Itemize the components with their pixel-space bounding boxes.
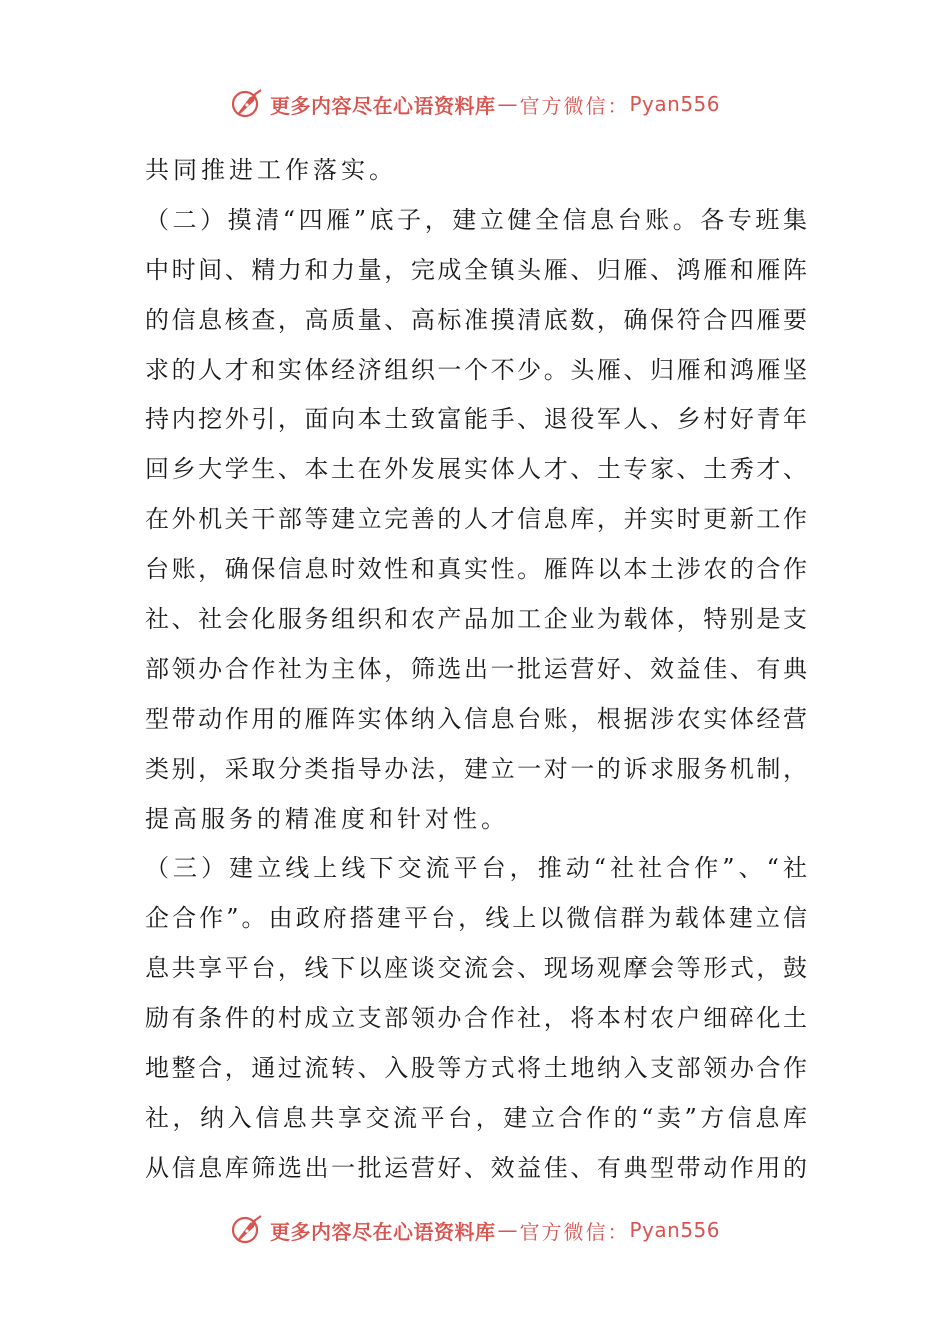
body-line: 息共享平台，线下以座谈交流会、现场观摩会等形式，鼓	[145, 954, 807, 983]
pen-nib-logo-icon	[230, 87, 264, 121]
body-line: 社、社会化服务组织和农产品加工企业为载体，特别是支	[145, 605, 807, 634]
watermark-header	[0, 84, 950, 124]
body-line: 社，纳入信息共享交流平台，建立合作的“卖”方信息库	[145, 1103, 807, 1132]
watermark-dash: —	[497, 92, 518, 116]
watermark-site-text: 更多内容尽在心语资料库	[269, 93, 496, 118]
watermark-dash: —	[497, 1218, 518, 1242]
body-line: 类别，采取分类指导办法，建立一对一的诉求服务机制，	[145, 754, 807, 783]
body-line: 台账，确保信息时效性和真实性。雁阵以本土涉农的合作	[145, 555, 807, 584]
body-line: 持内挖外引，面向本土致富能手、退役军人、乡村好青年	[145, 405, 807, 434]
body-line: 提高服务的精准度和针对性。	[145, 804, 509, 833]
body-line: 从信息库筛选出一批运营好、效益佳、有典型带动作用的	[145, 1153, 807, 1182]
watermark-site-text: 更多内容尽在心语资料库	[269, 1219, 496, 1244]
watermark-wechat-id: Pyan556	[629, 92, 720, 116]
watermark-footer	[0, 1210, 950, 1250]
body-line: 部领办合作社为主体，筛选出一批运营好、效益佳、有典	[145, 654, 807, 683]
body-line: （二）摸清“四雁”底子，建立健全信息台账。各专班集	[145, 205, 807, 234]
body-line: 共同推进工作落实。	[145, 156, 397, 184]
document-body	[145, 146, 807, 1194]
body-line: 地整合，通过流转、入股等方式将土地纳入支部领办合作	[145, 1054, 807, 1083]
watermark-wechat-label: 官方微信：	[519, 1219, 630, 1244]
body-line: 在外机关干部等建立完善的人才信息库，并实时更新工作	[145, 505, 807, 534]
pen-nib-logo-icon	[230, 1213, 264, 1247]
watermark-wechat-label: 官方微信：	[519, 93, 630, 118]
body-line: 求的人才和实体经济组织一个不少。头雁、归雁和鸿雁坚	[145, 355, 807, 384]
body-line: 回乡大学生、本土在外发展实体人才、土专家、土秀才、	[145, 455, 807, 484]
body-line: 的信息核查，高质量、高标准摸清底数，确保符合四雁要	[145, 305, 807, 334]
body-line: 励有条件的村成立支部领办合作社，将本村农户细碎化土	[145, 1004, 807, 1033]
body-line: 中时间、精力和力量，完成全镇头雁、归雁、鸿雁和雁阵	[145, 255, 807, 284]
body-line: （三）建立线上线下交流平台，推动“社社合作”、“社	[145, 854, 807, 883]
body-line: 型带动作用的雁阵实体纳入信息台账，根据涉农实体经营	[145, 704, 807, 733]
body-line: 企合作”。由政府搭建平台，线上以微信群为载体建立信	[145, 904, 807, 933]
watermark-wechat-id: Pyan556	[629, 1218, 720, 1242]
